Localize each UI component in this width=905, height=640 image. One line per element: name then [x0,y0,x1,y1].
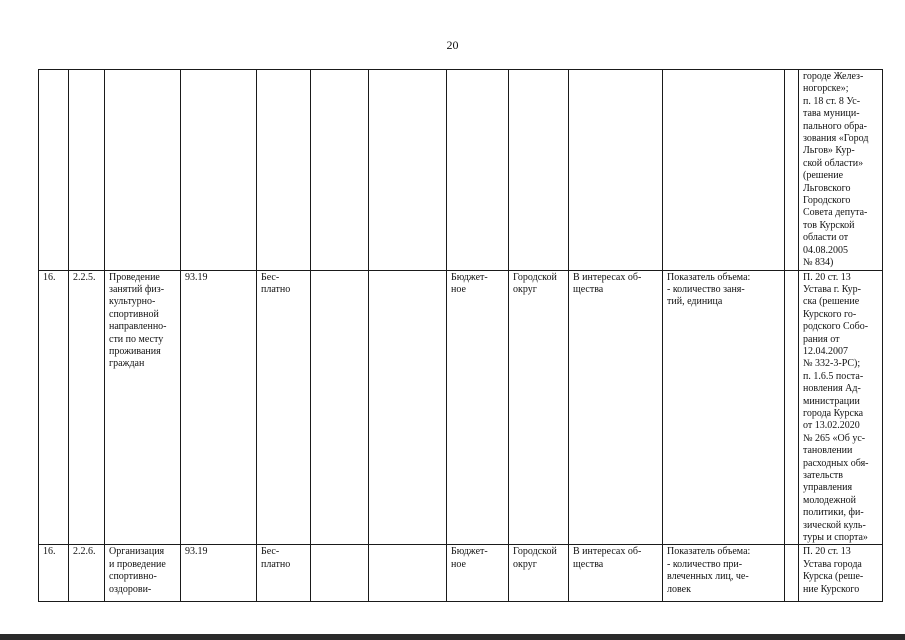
cell-empty-b [369,545,447,602]
legal-basis-line: зической куль- [803,519,866,531]
cell-level [509,545,569,602]
legal-basis-line: политики, фи- [803,507,864,519]
indicator-line: Показатель объема: [667,271,751,283]
legal-basis-line: управления [803,482,853,494]
legal-basis-line: туры и спорта» [803,532,868,544]
payment-line: платно [261,283,291,295]
legal-basis-line: ние Курского [803,583,860,595]
legal-basis-line: Курска (реше- [803,571,864,583]
legal-basis-line: от 13.02.2020 [803,420,860,432]
cell-num: 16. [39,545,69,602]
legal-basis-line: ска (решение [803,296,860,308]
cell-level [509,270,569,545]
legal-basis-line: новления Ад- [803,383,861,395]
cell-type [447,70,509,271]
cell-code [69,70,105,271]
cell-legal-basis [799,545,883,602]
level-line: округ [513,283,537,295]
cell-level [509,70,569,271]
legal-basis-line: рания от [803,333,840,345]
legal-basis-line: родского Собо- [803,321,869,333]
cell-spacer [785,70,799,271]
cell-okved: 93.19 [181,270,257,545]
legal-basis-line: ской области» [803,157,864,169]
cell-legal-basis [799,270,883,545]
cell-interest [569,545,663,602]
cell-interest [569,70,663,271]
service-name-line: спортивной [109,308,159,320]
indicator-line: Показатель объема: [667,546,751,558]
legal-basis-line: городе Желез- [803,71,864,82]
level-line: Городской [513,546,557,558]
cell-type [447,270,509,545]
cell-payment [257,70,311,271]
cell-code: 2.2.6. [69,545,105,602]
cell-service-name [105,545,181,602]
legal-basis-line: П. 20 ст. 13 [803,546,851,558]
cell-indicator [663,545,785,602]
type-line: Бюджет- [451,271,488,283]
level-line: Городской [513,271,557,283]
legal-basis-line: тов Курской [803,219,855,231]
legal-basis-line: Курского го- [803,308,857,320]
legal-basis-line: п. 1.6.5 поста- [803,370,864,382]
table-row [39,270,883,545]
interest-line: В интересах об- [573,546,642,558]
service-name-line: спортивно- [109,571,157,583]
legal-basis-line: П. 20 ст. 13 [803,271,851,283]
legal-basis-line: № 332-3-РС); [803,358,861,370]
legal-basis-line: Льговского [803,182,851,194]
interest-line: щества [573,558,604,570]
cell-num: 16. [39,270,69,545]
cell-code: 2.2.5. [69,270,105,545]
cell-spacer [785,270,799,545]
legal-basis-line: (решение [803,170,844,182]
service-name-line: культурно- [109,296,156,308]
legal-basis-line: тава муници- [803,108,860,120]
cell-payment [257,545,311,602]
legal-basis-line: зования «Город [803,133,869,145]
legal-basis-line: Льгов» Кур- [803,145,855,157]
service-name-line: Организация [109,546,165,558]
legal-basis-line: Устава г. Кур- [803,283,861,295]
type-line: ное [451,558,466,570]
indicator-line: - количество при- [667,558,743,570]
payment-line: Бес- [261,271,280,283]
payment-line: платно [261,558,291,570]
cell-empty-b [369,270,447,545]
service-name-line: занятий физ- [109,283,165,295]
service-name-line: Проведение [109,271,160,283]
cell-empty-b [369,70,447,271]
indicator-line: влеченных лиц, че- [667,571,749,583]
service-name-line: и проведение [109,558,166,570]
type-line: ное [451,283,466,295]
cell-num [39,70,69,271]
type-line: Бюджет- [451,546,488,558]
service-name-line: граждан [109,358,145,370]
cell-spacer [785,545,799,602]
cell-type [447,545,509,602]
legal-basis-line: Устава города [803,558,862,570]
legal-basis-line: расходных обя- [803,457,869,469]
legal-basis-line: 04.08.2005 [803,244,848,256]
indicator-line: - количество заня- [667,283,745,295]
cell-okved: 93.19 [181,545,257,602]
legal-basis-line: молодежной [803,494,857,506]
cell-empty-a [311,270,369,545]
legal-basis-line: зательств [803,470,844,481]
cell-interest [569,270,663,545]
page-number: 20 [446,38,459,52]
cell-service-name [105,70,181,271]
service-name-line: направленно- [109,321,167,333]
interest-line: В интересах об- [573,271,642,283]
table-row [39,70,883,271]
cell-indicator [663,70,785,271]
cell-okved [181,70,257,271]
cell-legal-basis [799,70,883,271]
service-name-line: проживания [109,345,161,357]
service-name-line: оздорови- [109,583,152,595]
interest-line: щества [573,283,604,295]
table-row [39,545,883,602]
legal-basis-line: тановлении [803,445,853,457]
legal-basis-line: № 834) [803,257,834,269]
legal-basis-line: Городского [803,195,851,207]
cell-indicator [663,270,785,545]
legal-basis-line: № 265 «Об ус- [803,432,866,444]
cell-empty-a [311,545,369,602]
legal-basis-line: ногорске»; [803,83,849,95]
legal-basis-line: п. 18 ст. 8 Ус- [803,95,861,107]
legal-basis-line: Совета депута- [803,207,868,219]
cell-empty-a [311,70,369,271]
legal-basis-line: пального обра- [803,120,867,132]
indicator-line: тий, единица [667,296,723,308]
services-register-table [38,69,883,602]
legal-basis-line: 12.04.2007 [803,345,848,357]
legal-basis-line: города Курска [803,407,864,419]
legal-basis-line: области от [803,232,849,244]
service-name-line: сти по месту [109,333,164,345]
level-line: округ [513,558,537,570]
cell-payment [257,270,311,545]
scan-bottom-edge [0,634,905,640]
cell-service-name [105,270,181,545]
legal-basis-line: министрации [803,395,860,407]
indicator-line: ловек [667,583,691,595]
payment-line: Бес- [261,546,280,558]
